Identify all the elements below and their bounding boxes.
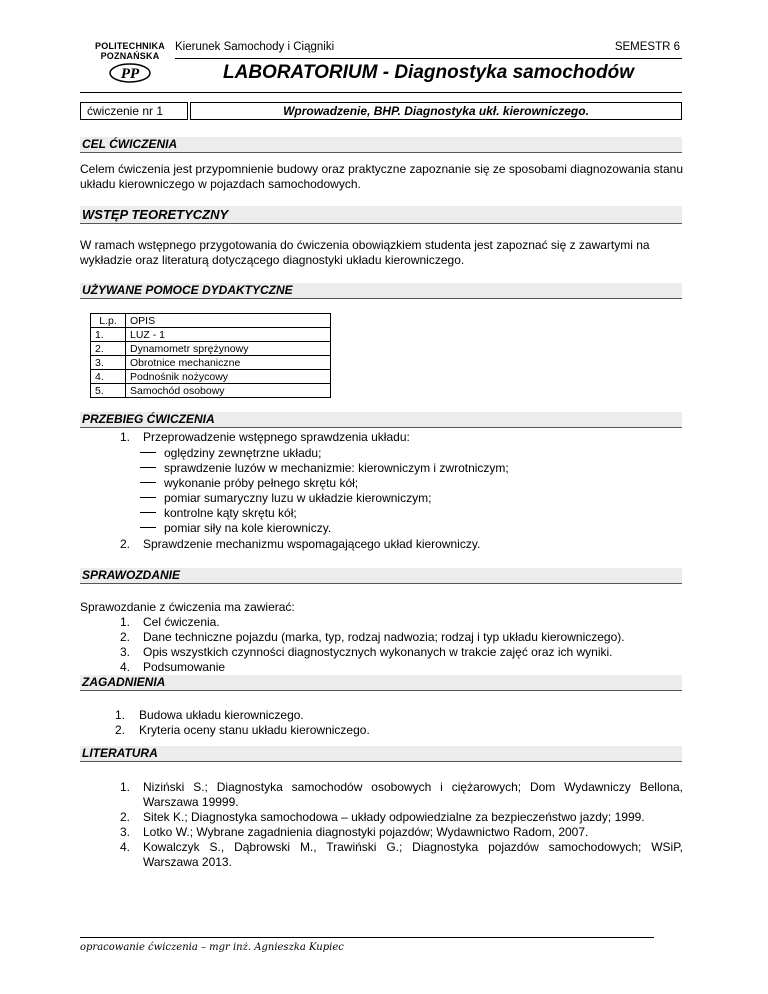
list-item-number: 1.: [120, 780, 131, 794]
row-opis: Obrotnice mechaniczne: [126, 356, 331, 370]
exercise-number: ćwiczenie nr 1: [80, 102, 188, 120]
zagadnienia-item: Kryteria oceny stanu układu kierowniczego.: [139, 723, 370, 737]
section-zagadnienia-heading: ZAGADNIENIA: [80, 675, 682, 691]
list-item-number: 3.: [120, 645, 131, 659]
literatura-item: Kowalczyk S., Dąbrowski M., Trawiński G.; Diagnostyka pojazdów samochodowych; WSiP, Warszawa 2013.: [143, 840, 683, 869]
subitem-text: oględziny zewnętrzne układu;: [164, 446, 322, 460]
table-row: [91, 370, 331, 384]
row-opis: Samochód osobowy: [126, 384, 331, 398]
list-item-number: 2.: [120, 630, 131, 644]
przebieg-item-1: Przeprowadzenie wstępnego sprawdzenia układu:: [143, 430, 410, 444]
literatura-item: Lotko W.; Wybrane zagadnienia diagnostyki pojazdów; Wydawnictwo Radom, 2007.: [143, 825, 589, 839]
sprawozdanie-intro: Sprawozdanie z ćwiczenia ma zawierać:: [80, 600, 295, 614]
header-divider: [175, 58, 682, 59]
university-name-line2: POZNAŃSKA: [100, 51, 160, 61]
przebieg-subitem: [140, 476, 358, 491]
footer-divider: [80, 937, 654, 938]
sprawozdanie-item: Podsumowanie: [143, 660, 226, 674]
list-item-number: 1.: [120, 430, 131, 444]
list-item-number: 4.: [120, 660, 131, 674]
wstep-text: W ramach wstępnego przygotowania do ćwiczenia obowiązkiem studenta jest zapoznać się z zawartymi na wykładzie oraz literaturą dotyczącego diagnostyki układu kierowniczego.: [80, 238, 650, 267]
section-sprawozdanie-heading: SPRAWOZDANIE: [80, 568, 682, 584]
literatura-item: Niziński S.; Diagnostyka samochodów osobowych i ciężarowych; Dom Wydawniczy Bellona, Warszawa 19999.: [143, 780, 683, 809]
col-opis-header: OPIS: [126, 314, 331, 328]
semester: SEMESTR 6: [614, 41, 680, 53]
literatura-item: Sitek K.; Diagnostyka samochodowa – układy odpowiedzialne za bezpieczeństwo jazdy; 1999.: [143, 810, 645, 824]
table-row: [91, 342, 331, 356]
sprawozdanie-item: Dane techniczne pojazdu (marka, typ, rodzaj nadwozia; rodzaj i typ układu kierowniczego).: [143, 630, 625, 644]
table-row: [91, 328, 331, 342]
section-wstep-heading: WSTĘP TEORETYCZNY: [80, 206, 682, 224]
section-przebieg-heading: PRZEBIEG ĆWICZENIA: [80, 412, 682, 428]
przebieg-subitem: [140, 521, 331, 536]
row-opis: LUZ - 1: [126, 328, 331, 342]
tools-table: [90, 313, 331, 398]
list-item-number: 1.: [120, 615, 131, 629]
subitem-text: sprawdzenie luzów w mechanizmie: kierowniczym i zwrotniczym;: [164, 461, 509, 475]
zagadnienia-item: Budowa układu kierowniczego.: [139, 708, 304, 722]
przebieg-subitem: [140, 506, 297, 521]
row-lp: 3.: [91, 356, 126, 370]
cel-text: Celem ćwiczenia jest przypomnienie budowy oraz praktyczne zapoznanie się ze sposobami diagnozowania stanu układu kierowniczego w pojazdach samochodowych.: [80, 162, 683, 191]
sprawozdanie-item: Opis wszystkich czynności diagnostycznych wykonanych w trakcie zajęć oraz ich wyniki.: [143, 645, 613, 659]
university-emblem-icon: [108, 62, 152, 84]
list-item-number: 3.: [120, 825, 131, 839]
header-divider-bottom: [80, 92, 682, 93]
exercise-title: Wprowadzenie, BHP. Diagnostyka ukł. kierowniczego.: [190, 102, 682, 120]
sprawozdanie-item: Cel ćwiczenia.: [143, 615, 220, 629]
table-row: [91, 356, 331, 370]
table-header-row: [91, 314, 331, 328]
list-item-number: 1.: [115, 708, 126, 722]
row-lp: 1.: [91, 328, 126, 342]
university-logo: [92, 41, 168, 84]
list-item-number: 2.: [120, 537, 131, 551]
list-item-number: 2.: [115, 723, 126, 737]
emblem-text: PP: [120, 66, 140, 82]
list-item-number: 4.: [120, 840, 131, 854]
row-opis: Dynamometr sprężynowy: [126, 342, 331, 356]
footer-author: opracowanie ćwiczenia – mgr inż. Agnieszka Kupiec: [80, 942, 344, 953]
row-opis: Podnośnik nożycowy: [126, 370, 331, 384]
col-lp-header: L.p.: [91, 314, 126, 328]
przebieg-subitem: [140, 491, 431, 506]
page-title: LABORATORIUM - Diagnostyka samochodów: [223, 62, 634, 83]
list-item-number: 2.: [120, 810, 131, 824]
course-name: Kierunek Samochody i Ciągniki: [175, 41, 335, 53]
przebieg-subitem: [140, 446, 321, 461]
table-row: [91, 384, 331, 398]
university-name-line1: POLITECHNIKA: [95, 41, 165, 51]
subitem-text: wykonanie próby pełnego skrętu kół;: [164, 476, 359, 490]
przebieg-item-2: Sprawdzenie mechanizmu wspomagającego układ kierowniczy.: [143, 537, 481, 551]
row-lp: 5.: [91, 384, 126, 398]
section-cel-heading: CEL ĆWICZENIA: [80, 137, 682, 153]
przebieg-subitem: [140, 461, 509, 476]
section-literatura-heading: LITERATURA: [80, 746, 682, 762]
subitem-text: pomiar siły na kole kierowniczy.: [164, 521, 332, 535]
section-pomoce-heading: UŻYWANE POMOCE DYDAKTYCZNE: [80, 283, 682, 299]
subitem-text: pomiar sumaryczny luzu w układzie kierowniczym;: [164, 491, 432, 505]
subitem-text: kontrolne kąty skrętu kół;: [164, 506, 297, 520]
row-lp: 2.: [91, 342, 126, 356]
row-lp: 4.: [91, 370, 126, 384]
